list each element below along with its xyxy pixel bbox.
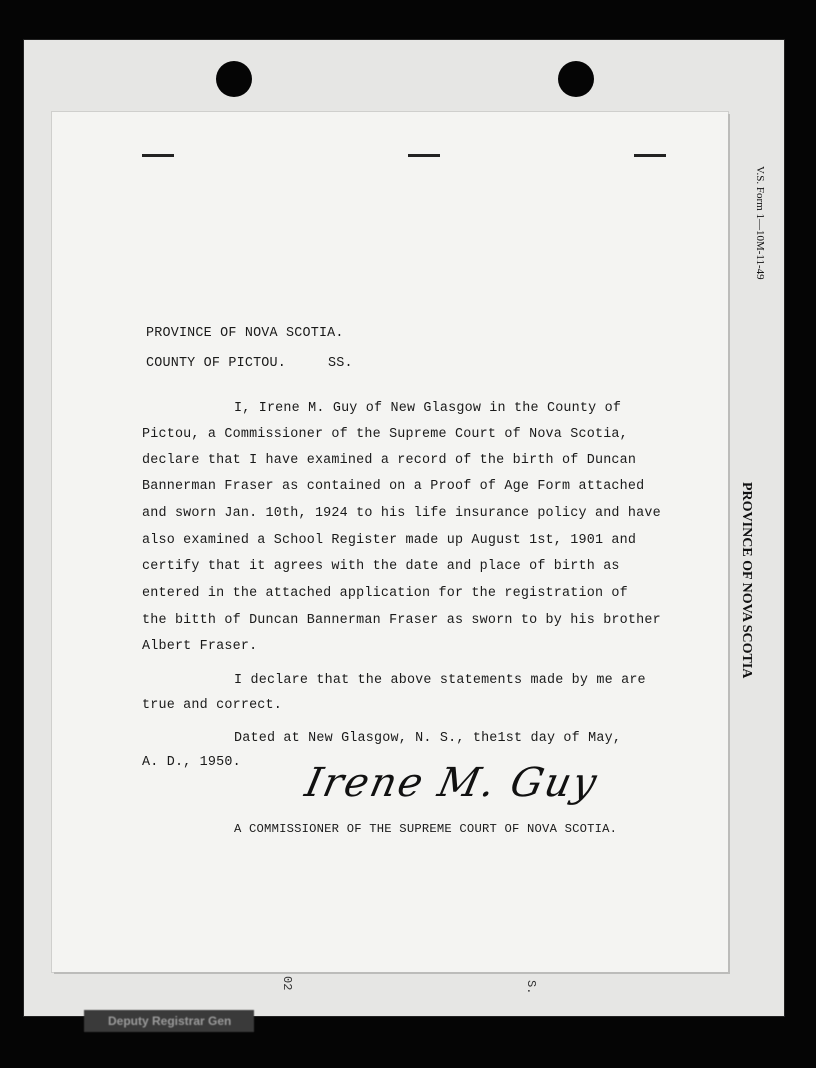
ss-mark: SS. [328, 356, 353, 371]
body-line: I, Irene M. Guy of New Glasgow in the County of [234, 401, 622, 416]
commissioner-title: A COMMISSIONER OF THE SUPREME COURT OF NOVA SCOTIA. [234, 822, 618, 836]
dash-mark [142, 154, 174, 157]
dash-mark [408, 154, 440, 157]
body-line: certify that it agrees with the date and place of birth as [142, 559, 620, 574]
body-line: declare that I have examined a record of the birth of Duncan [142, 453, 637, 468]
form-number: V.S. Form 1—10M-11-49 [754, 166, 766, 280]
county-heading: COUNTY OF PICTOU. [146, 356, 287, 371]
body-line: I declare that the above statements made by me are [234, 673, 646, 688]
punch-hole-left [216, 61, 252, 97]
body-line: and sworn Jan. 10th, 1924 to his life insurance policy and have [142, 506, 661, 521]
province-side-heading: PROVINCE OF NOVA SCOTIA [739, 482, 754, 679]
signature: Irene M. Guy [301, 760, 603, 806]
registrar-stamp: Deputy Registrar Gen [84, 1010, 254, 1032]
footer-mark: S. [524, 980, 538, 995]
body-line: Albert Fraser. [142, 639, 258, 654]
body-line: the bitth of Duncan Bannerman Fraser as sworn to by his brother [142, 613, 661, 628]
body-line: true and correct. [142, 698, 283, 713]
declaration-sheet [52, 112, 728, 972]
dash-mark [634, 154, 666, 157]
body-line: Pictou, a Commissioner of the Supreme Court of Nova Scotia, [142, 427, 628, 442]
footer-number: 02 [280, 976, 294, 991]
body-line: also examined a School Register made up August 1st, 1901 and [142, 533, 637, 548]
province-heading: PROVINCE OF NOVA SCOTIA. [146, 326, 344, 341]
body-line: Bannerman Fraser as contained on a Proof of Age Form attached [142, 479, 645, 494]
punch-hole-right [558, 61, 594, 97]
dated-line: Dated at New Glasgow, N. S., the1st day of May, [234, 731, 622, 746]
year-line: A. D., 1950. [142, 755, 241, 770]
body-line: entered in the attached application for the registration of [142, 586, 628, 601]
